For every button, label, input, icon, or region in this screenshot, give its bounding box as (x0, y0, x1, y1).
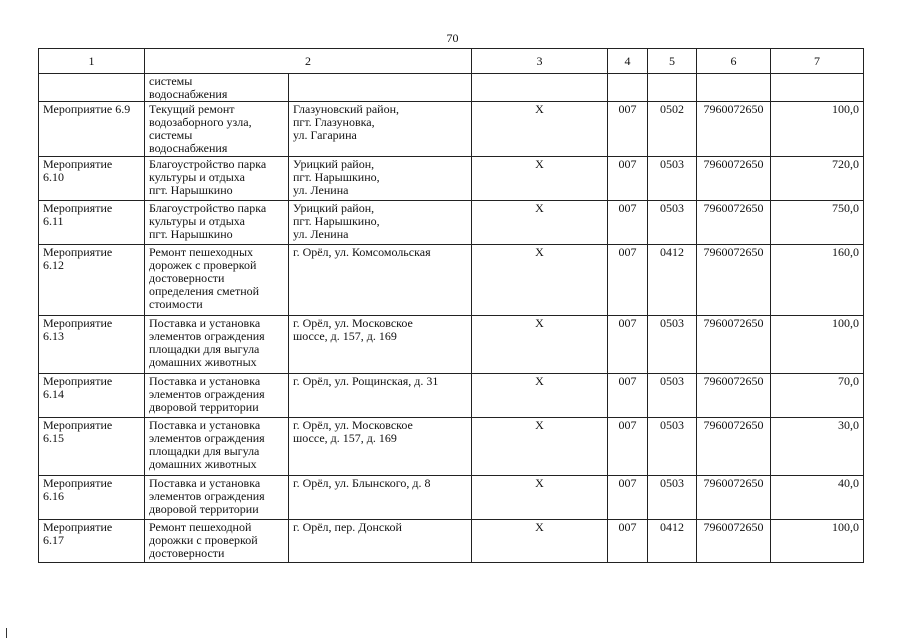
cell-c7: 720,0 (771, 157, 864, 201)
cell-c3_lines (289, 201, 472, 245)
cell-c3: X (472, 245, 608, 316)
cell-line: ул. Гагарина (293, 128, 357, 142)
scan-mark (6, 628, 7, 638)
cell-line: водозаборного узла, (149, 115, 252, 129)
cell-line: домашних животных (149, 355, 257, 369)
cell-c3 (472, 74, 608, 102)
table-row (39, 374, 864, 418)
cell-line: Глазуновский район, (293, 102, 400, 116)
cell-c1 (39, 418, 145, 476)
cell-line: 6.10 (43, 170, 64, 184)
cell-line: г. Орёл, ул. Московское (293, 418, 413, 432)
header-cell: 5 (648, 49, 697, 74)
table-row (39, 316, 864, 374)
cell-line: достоверности (149, 546, 225, 560)
cell-line: Мероприятие (43, 201, 113, 215)
cell-line: элементов ограждения (149, 431, 265, 445)
cell-c6: 7960072650 (697, 374, 771, 418)
table-row (39, 102, 864, 157)
cell-c3: X (472, 201, 608, 245)
cell-line: 6.16 (43, 489, 64, 503)
cell-line: Мероприятие (43, 418, 113, 432)
cell-line: Мероприятие 6.9 (43, 102, 131, 116)
cell-c3: X (472, 520, 608, 563)
cell-c1 (39, 157, 145, 201)
cell-line: ул. Ленина (293, 227, 349, 241)
cell-line: шоссе, д. 157, д. 169 (293, 329, 397, 343)
cell-line: элементов ограждения (149, 329, 265, 343)
cell-c2 (145, 201, 289, 245)
cell-c2 (145, 476, 289, 520)
cell-line: г. Орёл, ул. Блынского, д. 8 (293, 476, 431, 490)
cell-c7: 30,0 (771, 418, 864, 476)
cell-line: Мероприятие (43, 476, 113, 490)
page-number: 70 (446, 31, 459, 45)
cell-line: дорожек с проверкой (149, 258, 257, 272)
cell-c3_lines (289, 476, 472, 520)
cell-c6 (697, 74, 771, 102)
cell-c4: 007 (608, 316, 648, 374)
cell-c1 (39, 316, 145, 374)
cell-line: культуры и отдыха (149, 214, 245, 228)
cell-line: Урицкий район, (293, 157, 375, 171)
header-cell: 2 (145, 49, 472, 74)
cell-c5: 0503 (648, 316, 697, 374)
cell-c5: 0503 (648, 476, 697, 520)
cell-c1 (39, 476, 145, 520)
cell-c6: 7960072650 (697, 316, 771, 374)
cell-c4: 007 (608, 102, 648, 157)
cell-line: Поставка и установка (149, 316, 261, 330)
table-row (39, 157, 864, 201)
cell-c3: X (472, 476, 608, 520)
cell-c1 (39, 245, 145, 316)
cell-c4: 007 (608, 476, 648, 520)
cell-line: Текущий ремонт (149, 102, 235, 116)
budget-table (38, 48, 864, 563)
cell-line: г. Орёл, ул. Рощинская, д. 31 (293, 374, 439, 388)
cell-line: водоснабжения (149, 87, 228, 101)
cell-line: системы (149, 128, 193, 142)
cell-c2 (145, 520, 289, 563)
cell-line: 6.12 (43, 258, 64, 272)
cell-line: шоссе, д. 157, д. 169 (293, 431, 397, 445)
cell-c3_lines (289, 418, 472, 476)
cell-line: Благоустройство парка (149, 157, 267, 171)
header-row (39, 49, 864, 74)
cell-c7: 100,0 (771, 316, 864, 374)
cell-line: достоверности (149, 271, 225, 285)
table-row (39, 520, 864, 563)
table-row (39, 201, 864, 245)
cell-c5: 0502 (648, 102, 697, 157)
cell-c5: 0503 (648, 201, 697, 245)
cell-c4 (608, 74, 648, 102)
cell-line: дворовой территории (149, 400, 259, 414)
cell-c4: 007 (608, 201, 648, 245)
cell-c4: 007 (608, 418, 648, 476)
cell-c5: 0503 (648, 157, 697, 201)
cell-line: площадки для выгула (149, 342, 260, 356)
cell-c3: X (472, 102, 608, 157)
cell-c3: X (472, 418, 608, 476)
cell-c7 (771, 74, 864, 102)
cell-c4: 007 (608, 157, 648, 201)
cell-line: 6.14 (43, 387, 64, 401)
cell-line: элементов ограждения (149, 387, 265, 401)
cell-line: Мероприятие (43, 520, 113, 534)
cell-line: домашних животных (149, 457, 257, 471)
cell-line: системы (149, 74, 193, 88)
cell-c4: 007 (608, 245, 648, 316)
cell-line: Мероприятие (43, 157, 113, 171)
cell-c5: 0503 (648, 374, 697, 418)
cell-line: 6.17 (43, 533, 64, 547)
cell-line: водоснабжения (149, 141, 228, 155)
cell-c2 (145, 418, 289, 476)
cell-c3_lines (289, 374, 472, 418)
cell-c3: X (472, 316, 608, 374)
cell-c6: 7960072650 (697, 476, 771, 520)
cell-line: Поставка и установка (149, 418, 261, 432)
cell-c2 (145, 102, 289, 157)
cell-c5: 0412 (648, 245, 697, 316)
cell-line: стоимости (149, 297, 203, 311)
cell-line: Ремонт пешеходных (149, 245, 254, 259)
header-cell: 1 (39, 49, 145, 74)
cell-c1 (39, 201, 145, 245)
cell-line: пгт. Глазуновка, (293, 115, 375, 129)
cell-c3_lines (289, 520, 472, 563)
cell-c2 (145, 316, 289, 374)
cell-line: Ремонт пешеходной (149, 520, 252, 534)
cell-c6: 7960072650 (697, 102, 771, 157)
cell-c6: 7960072650 (697, 157, 771, 201)
cell-c6: 7960072650 (697, 201, 771, 245)
table-row (39, 418, 864, 476)
cell-c3_lines (289, 157, 472, 201)
cell-c7: 160,0 (771, 245, 864, 316)
cell-c1 (39, 374, 145, 418)
table-row (39, 74, 864, 102)
cell-line: Благоустройство парка (149, 201, 267, 215)
cell-line: Мероприятие (43, 245, 113, 259)
cell-c1 (39, 74, 145, 102)
cell-c5: 0412 (648, 520, 697, 563)
cell-line: 6.15 (43, 431, 64, 445)
cell-c7: 70,0 (771, 374, 864, 418)
header-cell: 6 (697, 49, 771, 74)
cell-line: Поставка и установка (149, 374, 261, 388)
cell-c3: X (472, 157, 608, 201)
cell-line: пгт. Нарышкино, (293, 214, 380, 228)
cell-line: Мероприятие (43, 374, 113, 388)
table-body (39, 74, 864, 563)
cell-c2 (145, 245, 289, 316)
cell-c5 (648, 74, 697, 102)
table-row (39, 476, 864, 520)
cell-line: площадки для выгула (149, 444, 260, 458)
cell-line: пгт. Нарышкино (149, 183, 233, 197)
cell-line: пгт. Нарышкино (149, 227, 233, 241)
cell-c1 (39, 102, 145, 157)
cell-line: Поставка и установка (149, 476, 261, 490)
cell-line: культуры и отдыха (149, 170, 245, 184)
cell-line: дворовой территории (149, 502, 259, 516)
cell-c6: 7960072650 (697, 418, 771, 476)
cell-c4: 007 (608, 520, 648, 563)
cell-c5: 0503 (648, 418, 697, 476)
cell-c3_lines (289, 245, 472, 316)
cell-c3_lines (289, 316, 472, 374)
cell-line: 6.11 (43, 214, 64, 228)
cell-line: дорожки с проверкой (149, 533, 258, 547)
header-cell: 4 (608, 49, 648, 74)
cell-c4: 007 (608, 374, 648, 418)
cell-line: определения сметной (149, 284, 260, 298)
cell-c2 (145, 74, 289, 102)
cell-c1 (39, 520, 145, 563)
cell-line: Урицкий район, (293, 201, 375, 215)
cell-line: г. Орёл, ул. Комсомольская (293, 245, 431, 259)
cell-c7: 100,0 (771, 102, 864, 157)
cell-line: г. Орёл, ул. Московское (293, 316, 413, 330)
header-cell: 7 (771, 49, 864, 74)
cell-c6: 7960072650 (697, 245, 771, 316)
cell-c2 (145, 157, 289, 201)
cell-line: Мероприятие (43, 316, 113, 330)
cell-line: ул. Ленина (293, 183, 349, 197)
cell-c7: 100,0 (771, 520, 864, 563)
cell-c2 (145, 374, 289, 418)
cell-c7: 40,0 (771, 476, 864, 520)
cell-c3_lines (289, 102, 472, 157)
header-cell: 3 (472, 49, 608, 74)
cell-line: г. Орёл, пер. Донской (293, 520, 402, 534)
cell-line: пгт. Нарышкино, (293, 170, 380, 184)
cell-c3: X (472, 374, 608, 418)
cell-line: 6.13 (43, 329, 64, 343)
cell-c3_lines (289, 74, 472, 102)
cell-c6: 7960072650 (697, 520, 771, 563)
table-row (39, 245, 864, 316)
cell-line: элементов ограждения (149, 489, 265, 503)
cell-c7: 750,0 (771, 201, 864, 245)
